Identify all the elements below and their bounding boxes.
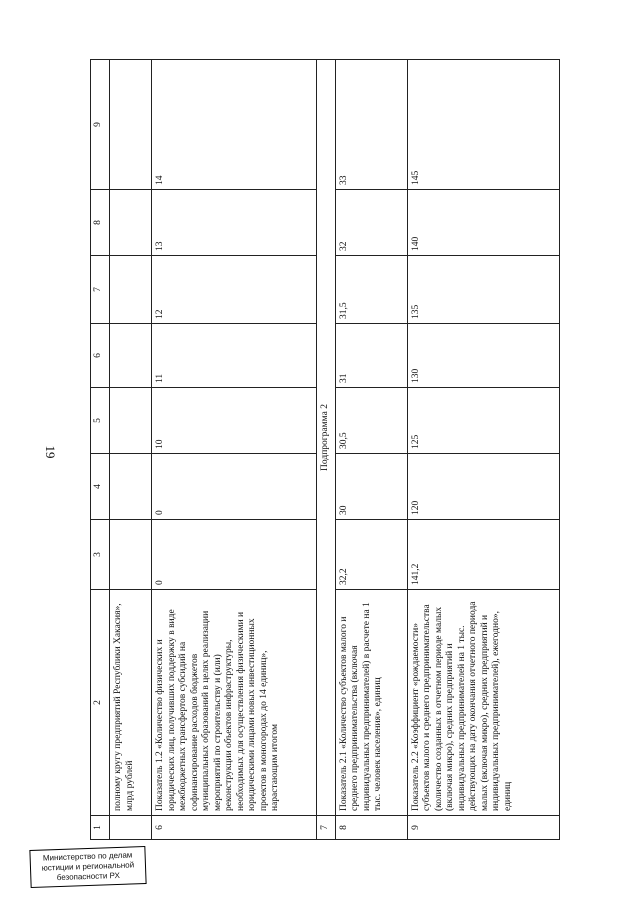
table-row <box>152 60 317 840</box>
value-cell: 10 <box>152 388 317 454</box>
header-cell: 4 <box>91 454 110 520</box>
value-cell: 12 <box>152 256 317 324</box>
row-number: 8 <box>335 816 407 840</box>
subprogram-title: Подпрограмма 2 <box>317 60 336 816</box>
ministry-stamp <box>29 846 146 888</box>
header-cell: 9 <box>91 60 110 190</box>
value-cell: 140 <box>407 190 560 256</box>
stamp-line: Министерство по делам <box>42 850 133 863</box>
value-cell: 0 <box>152 454 317 520</box>
subprogram-row <box>317 60 336 840</box>
value-cell: 31,5 <box>335 256 407 324</box>
table-row <box>335 60 407 840</box>
table-header-row <box>91 60 110 840</box>
value-cell: 30,5 <box>335 388 407 454</box>
header-cell: 3 <box>91 520 110 590</box>
value-cell: 120 <box>407 454 560 520</box>
value-cell <box>110 454 152 520</box>
value-cell: 135 <box>407 256 560 324</box>
rotated-table-container <box>90 60 560 840</box>
value-cell: 30 <box>335 454 407 520</box>
value-cell <box>110 60 152 190</box>
header-cell: 7 <box>91 256 110 324</box>
value-cell: 33 <box>335 60 407 190</box>
table-row <box>407 60 560 840</box>
row-number: 6 <box>152 816 317 840</box>
value-cell: 13 <box>152 190 317 256</box>
value-cell: 31 <box>335 324 407 388</box>
value-cell <box>110 324 152 388</box>
value-cell: 0 <box>152 520 317 590</box>
value-cell: 32 <box>335 190 407 256</box>
row-number <box>110 816 152 840</box>
value-cell <box>110 388 152 454</box>
value-cell: 11 <box>152 324 317 388</box>
value-cell: 130 <box>407 324 560 388</box>
indicator-text: полному кругу предприятий Республики Хакасия», млрд рублей <box>110 590 152 816</box>
indicator-text: Показатель 2.1 «Количество субъектов малого и среднего предпринимательства (включая индивидуальных предпринимателей) в расчете на 1 тыс. человек населения», единиц <box>335 590 407 816</box>
header-cell: 5 <box>91 388 110 454</box>
indicator-text: Показатель 1.2 «Количество физических и юридических лиц, получивших поддержку в виде межбюджетных трансфертов субсидий на софинансирование расходов бюджетов муниципальных образований в целях реализации мероприятий по строительству и (или) реконструкции объектов инфраструктуры, необходимых для осуществления физическими и юридическими лицами новых инвестиционных проектов в моногородах до 14 единиц», нарастающим итогом <box>152 590 317 816</box>
value-cell: 141,2 <box>407 520 560 590</box>
header-cell: 1 <box>91 816 110 840</box>
stamp-line: юстиции и региональной <box>41 860 135 873</box>
value-cell <box>110 520 152 590</box>
row-number: 7 <box>317 816 336 840</box>
row-number: 9 <box>407 816 560 840</box>
header-cell: 8 <box>91 190 110 256</box>
value-cell <box>110 256 152 324</box>
value-cell: 125 <box>407 388 560 454</box>
page-number: 19 <box>43 445 58 459</box>
indicators-table <box>90 59 560 840</box>
value-cell: 14 <box>152 60 317 190</box>
indicator-text: Показатель 2.2 «Коэффициент «рождаемости» субъектов малого и среднего предпринимательства (количество созданных в отчетном периоде малых (включая микро), средних предприятий и индивидуальных предпринимателей на 1 тыс. действующих на дату окончания отчетного периода малых (включая микро), средних предприятий и индивидуальных предпринимателей), ежегодно», единиц <box>407 590 560 816</box>
header-cell: 6 <box>91 324 110 388</box>
value-cell <box>110 190 152 256</box>
value-cell: 145 <box>407 60 560 190</box>
stamp-line: безопасности РХ <box>56 870 121 883</box>
header-cell: 2 <box>91 590 110 816</box>
table-row <box>110 60 152 840</box>
value-cell: 32,2 <box>335 520 407 590</box>
